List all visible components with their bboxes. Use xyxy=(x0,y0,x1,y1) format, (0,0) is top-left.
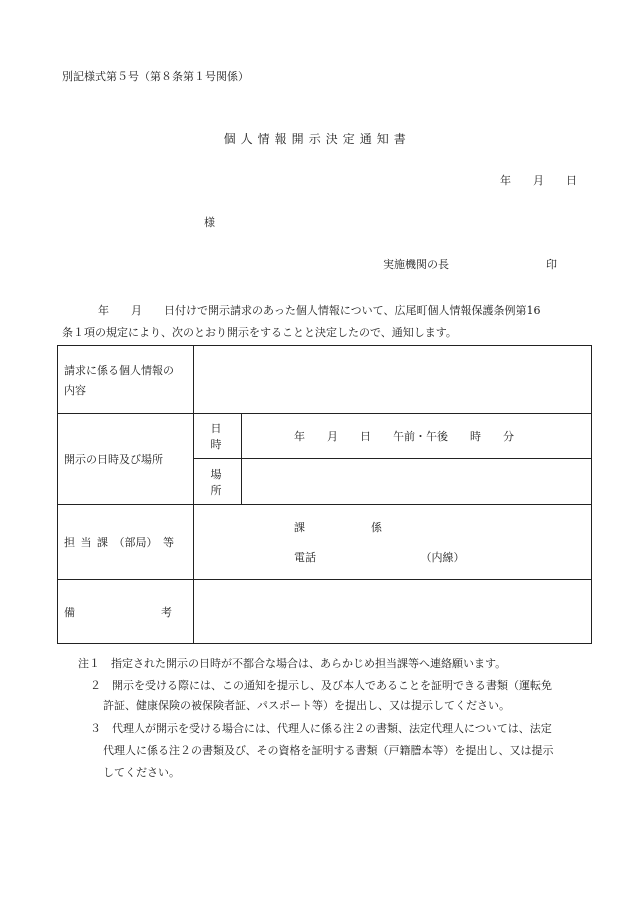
dept-label-char: 担 xyxy=(64,536,75,549)
dept-label-char: 課 xyxy=(97,536,108,549)
dept-label xyxy=(58,505,194,580)
table-row xyxy=(58,346,592,414)
form-reference: 別記様式第５号（第８条第１号関係） xyxy=(62,70,249,83)
place-field[interactable] xyxy=(242,459,592,505)
note-2-line-2: 許証、健康保険の被保険者証、パスポート等）を提出し、又は提示してください。 xyxy=(103,699,510,712)
note-1: 注１ 指定された開示の日時が不都合な場合は、あらかじめ担当課等へ連絡願います。 xyxy=(78,657,507,670)
note-3-line-1: ３ 代理人が開示を受ける場合には、代理人に係る注２の書類、法定代理人については、法定 xyxy=(90,722,552,735)
table-row xyxy=(58,505,592,580)
dept-label-char: （部局） xyxy=(113,536,158,549)
remarks-field[interactable] xyxy=(194,580,592,644)
dept-section-line: 課 係 xyxy=(294,521,382,534)
requested-info-field[interactable] xyxy=(194,346,592,414)
remarks-label xyxy=(58,580,194,644)
table-row xyxy=(58,414,592,459)
dept-phone-line: 電話 （内線） xyxy=(294,551,465,564)
seal-mark: 印 xyxy=(546,258,557,271)
requested-info-label-line1: 請求に係る個人情報の xyxy=(64,363,174,377)
remarks-label-char: 備 xyxy=(64,605,75,619)
intro-line-2: 条１項の規定により、次のとおり開示をすることと決定したので、通知します。 xyxy=(62,326,457,339)
issuer-label: 実施機関の長 xyxy=(383,258,449,271)
datetime-field[interactable]: 年 月 日 午前・午後 時 分 xyxy=(242,414,592,459)
requested-info-label xyxy=(58,346,194,414)
note-3-line-3: してください。 xyxy=(103,766,180,779)
disclosure-table xyxy=(57,345,592,644)
document-title: 個 人 情 報 開 示 決 定 通 知 書 xyxy=(223,132,407,146)
dept-label-char: 等 xyxy=(163,536,174,549)
note-3-line-2: 代理人に係る注２の書類及び、その資格を証明する書類（戸籍謄本等）を提出し、又は提示 xyxy=(103,744,554,757)
requested-info-label-line2: 内容 xyxy=(64,383,86,397)
dept-label-char: 当 xyxy=(80,536,92,549)
intro-line-1: 年 月 日付けで開示請求のあった個人情報について、広尾町個人情報保護条例第16 xyxy=(98,304,541,317)
issue-date-field[interactable]: 年 月 日 xyxy=(500,174,577,187)
datetime-label: 日 時 xyxy=(194,414,242,459)
table-row xyxy=(58,580,592,644)
dept-field[interactable] xyxy=(194,505,592,580)
remarks-label-char: 考 xyxy=(161,605,172,619)
note-2-line-1: ２ 開示を受ける際には、この通知を提示し、及び本人であることを証明できる書類（運転免 xyxy=(90,679,552,692)
disclosure-label: 開示の日時及び場所 xyxy=(58,414,194,505)
place-label: 場 所 xyxy=(194,459,242,505)
addressee-suffix: 様 xyxy=(204,216,215,229)
